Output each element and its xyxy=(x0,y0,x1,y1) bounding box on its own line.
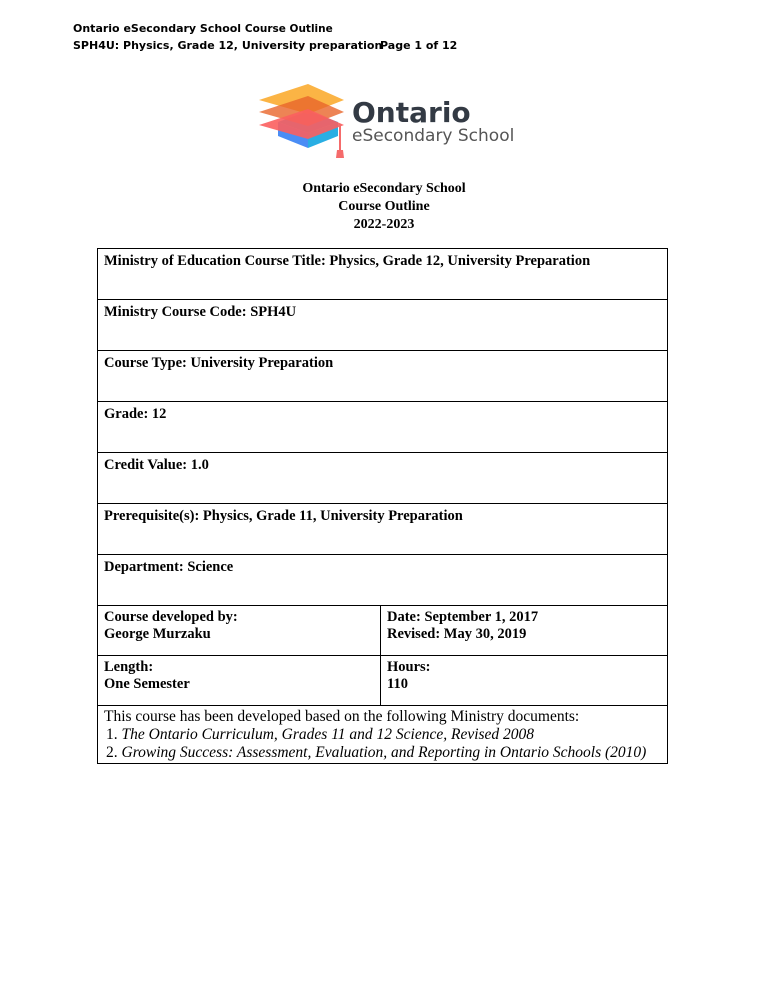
document-title-1: The Ontario Curriculum, Grades 11 and 12 Science, Revised 2008 xyxy=(121,726,535,743)
school-logo xyxy=(258,84,518,164)
logo-word-esecondary: eSecondary School xyxy=(352,126,515,146)
documents-intro: This course has been developed based on the following Ministry documents: xyxy=(104,708,580,725)
grade-cell: Grade: 12 xyxy=(98,402,668,453)
hours-label: Hours: xyxy=(387,659,431,675)
developed-by-cell xyxy=(98,606,381,656)
header-school: Ontario eSecondary School xyxy=(73,22,242,35)
item-number: 1. xyxy=(106,726,118,743)
graduation-cap-icon xyxy=(258,84,518,164)
running-header-line1 xyxy=(73,22,333,35)
date-label: Date: September 1, 2017 xyxy=(387,609,539,625)
document-item xyxy=(104,744,661,762)
header-course: SPH4U: Physics, Grade 12, University preparation xyxy=(73,39,383,52)
header-doc: Course Outline xyxy=(244,23,333,35)
developer-name: George Murzaku xyxy=(104,626,211,642)
document-title xyxy=(0,180,768,234)
length-cell xyxy=(98,656,381,706)
credit-value-cell: Credit Value: 1.0 xyxy=(98,453,668,504)
course-code-cell: Ministry Course Code: SPH4U xyxy=(98,300,668,351)
developed-label: Course developed by: xyxy=(104,609,238,625)
page-number: Page 1 of 12 xyxy=(380,39,458,52)
hours-cell xyxy=(381,656,668,706)
prerequisite-cell: Prerequisite(s): Physics, Grade 11, University Preparation xyxy=(98,504,668,555)
revised-date: Revised: May 30, 2019 xyxy=(387,626,527,642)
logo-word-ontario: Ontario xyxy=(352,96,471,129)
document-item xyxy=(104,726,661,744)
title-doc: Course Outline xyxy=(338,199,430,214)
running-header-line2 xyxy=(73,39,458,52)
course-info-table xyxy=(97,248,668,764)
hours-value: 110 xyxy=(387,676,408,692)
ministry-documents-cell xyxy=(98,706,668,764)
item-number: 2. xyxy=(106,744,118,761)
document-title-2: Growing Success: Assessment, Evaluation, and Reporting in Ontario Schools (2010) xyxy=(121,744,647,761)
department-cell: Department: Science xyxy=(98,555,668,606)
course-title-cell: Ministry of Education Course Title: Physics, Grade 12, University Preparation xyxy=(98,249,668,300)
title-year: 2022-2023 xyxy=(353,217,415,232)
length-label: Length: xyxy=(104,659,154,675)
date-cell xyxy=(381,606,668,656)
length-value: One Semester xyxy=(104,676,190,692)
title-school: Ontario eSecondary School xyxy=(302,181,466,196)
course-type-cell: Course Type: University Preparation xyxy=(98,351,668,402)
